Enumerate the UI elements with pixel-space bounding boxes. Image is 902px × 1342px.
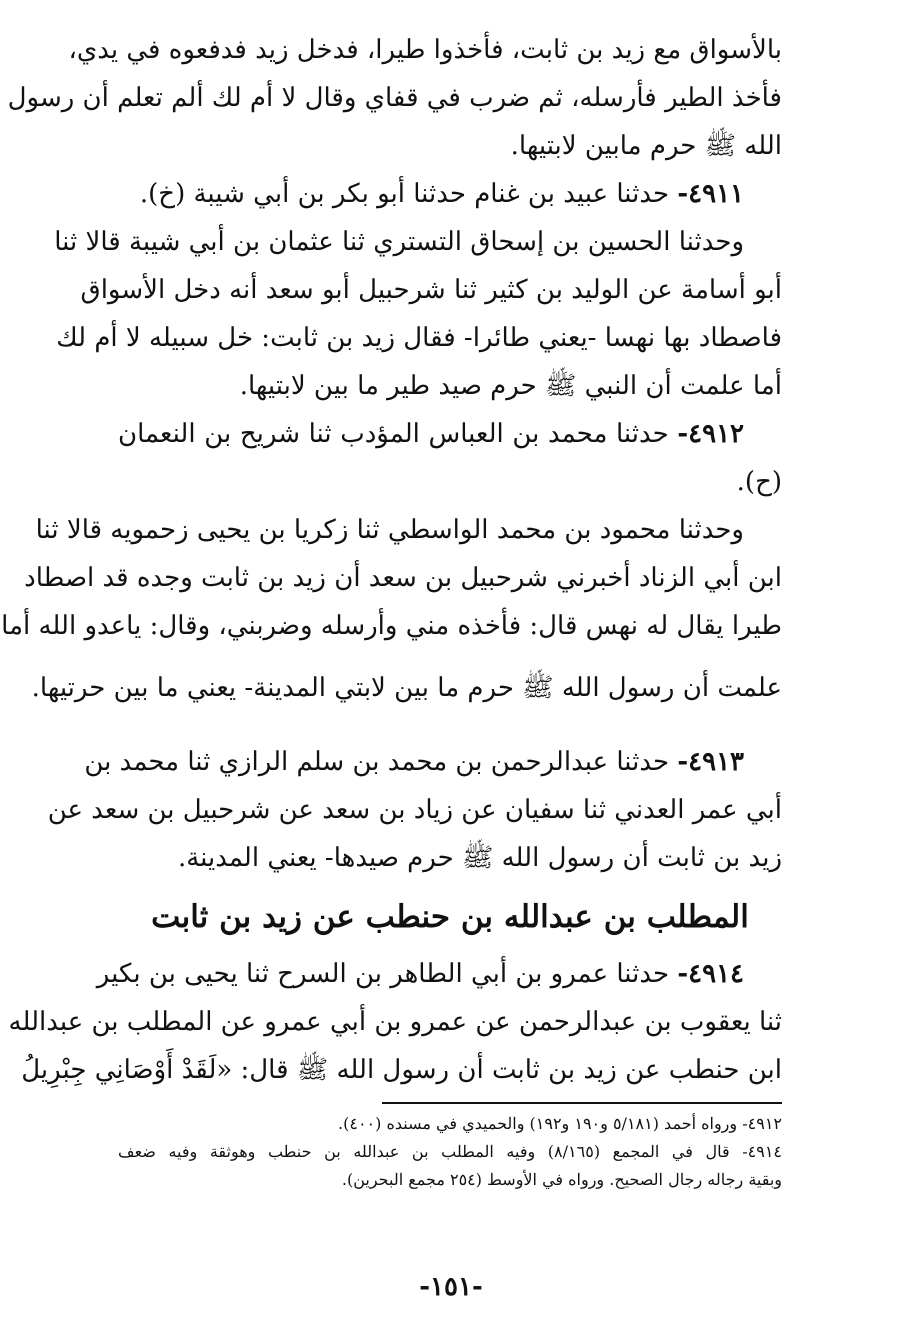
text-continuation — [7, 26, 782, 170]
footnote: وبقية رجاله رجال الصحيح. ورواه في الأوسط (٢٥٤ مجمع البحرين). — [341, 1170, 782, 1189]
hadith-4911 — [54, 170, 782, 410]
text-line: حدثنا عمرو بن أبي الطاهر بن السرح ثنا يحيى بن بكير — [96, 959, 670, 989]
hadith-first-line — [118, 170, 782, 218]
text-line: زيد بن ثابت أن رسول الله ﷺ حرم صيدها- يعني المدينة. — [177, 843, 782, 873]
footnote: ٤٩١٢- ورواه أحمد (٥/١٨١ و١٩٠ و١٩٢) والحميدي في مسنده (٤٠٠). — [338, 1114, 782, 1133]
text-line: ابن حنطب عن زيد بن ثابت أن رسول الله ﷺ قال: «لَقَدْ أَوْصَانِي جِبْرِيلُ — [21, 1055, 782, 1085]
hadith-4913 — [47, 738, 782, 882]
hadith-first-line — [118, 410, 782, 458]
hadith-number: ٤٩١١- — [677, 179, 744, 209]
text-line: وحدثنا الحسين بن إسحاق التستري ثنا عثمان بن أبي شيبة قالا ثنا — [54, 227, 744, 257]
text-line: فاصطاد بها نهسا -يعني طائرا- فقال زيد بن ثابت: خل سبيله لا أم لك — [56, 323, 782, 353]
text-line: (ح). — [736, 467, 782, 497]
footnotes — [118, 1110, 782, 1194]
text-line: وحدثنا محمود بن محمد الواسطي ثنا زكريا بن يحيى زحمويه قالا ثنا — [35, 515, 744, 545]
text-line: طيرا يقال له نهس قال: فأخذه مني وأرسله وضربني، وقال: ياعدو الله أما — [1, 611, 782, 641]
hadith-4914 — [8, 950, 782, 1094]
text-line: أما علمت أن النبي ﷺ حرم صيد طير ما بين لابتيها. — [239, 371, 782, 401]
hadith-number: ٤٩١٣- — [677, 747, 744, 777]
hadith-first-line — [84, 738, 782, 786]
hadith-number: ٤٩١٢- — [677, 419, 744, 449]
text-line: فأخذ الطير فأرسله، ثم ضرب في قفاي وقال لا أم لك ألم تعلم أن رسول — [7, 83, 782, 113]
text-line: الله ﷺ حرم مابين لابتيها. — [510, 131, 782, 161]
text-line: حدثنا محمد بن العباس المؤدب ثنا شريح بن النعمان — [118, 419, 669, 449]
text-line: علمت أن رسول الله ﷺ حرم ما بين لابتي المدينة- يعني ما بين حرتيها. — [31, 673, 782, 703]
text-line: حدثنا عبدالرحمن بن محمد بن سلم الرازي ثنا محمد بن — [84, 747, 670, 777]
text-line: أبي عمر العدني ثنا سفيان عن زياد بن سعد عن شرحبيل بن سعد عن — [47, 795, 782, 825]
hadith-4912 — [1, 410, 782, 712]
footnote: ٤٩١٤- قال في المجمع (٨/١٦٥) وفيه المطلب بن عبدالله بن حنطب وهوثقة وفيه ضعف — [118, 1142, 782, 1161]
section-heading: المطلب بن عبدالله بن حنطب عن زيد بن ثابت — [151, 899, 749, 935]
hadith-number: ٤٩١٤- — [677, 959, 744, 989]
hadith-first-line — [96, 950, 782, 998]
text-line: بالأسواق مع زيد بن ثابت، فأخذوا طيرا، فدخل زيد فدفعوه في يدي، — [68, 35, 782, 65]
text-line: حدثنا عبيد بن غنام حدثنا أبو بكر بن أبي شيبة (خ). — [139, 179, 670, 209]
text-line: ابن أبي الزناد أخبرني شرحبيل بن سعد أن زيد بن ثابت وجده قد اصطاد — [24, 563, 782, 593]
footnote-divider — [382, 1102, 782, 1104]
text-line: أبو أسامة عن الوليد بن كثير ثنا شرحبيل أبو سعد أنه دخل الأسواق — [80, 275, 782, 305]
page-number: -١٥١- — [419, 1272, 483, 1302]
text-line: ثنا يعقوب بن عبدالرحمن عن عمرو بن أبي عمرو عن المطلب بن عبدالله — [8, 1007, 782, 1037]
